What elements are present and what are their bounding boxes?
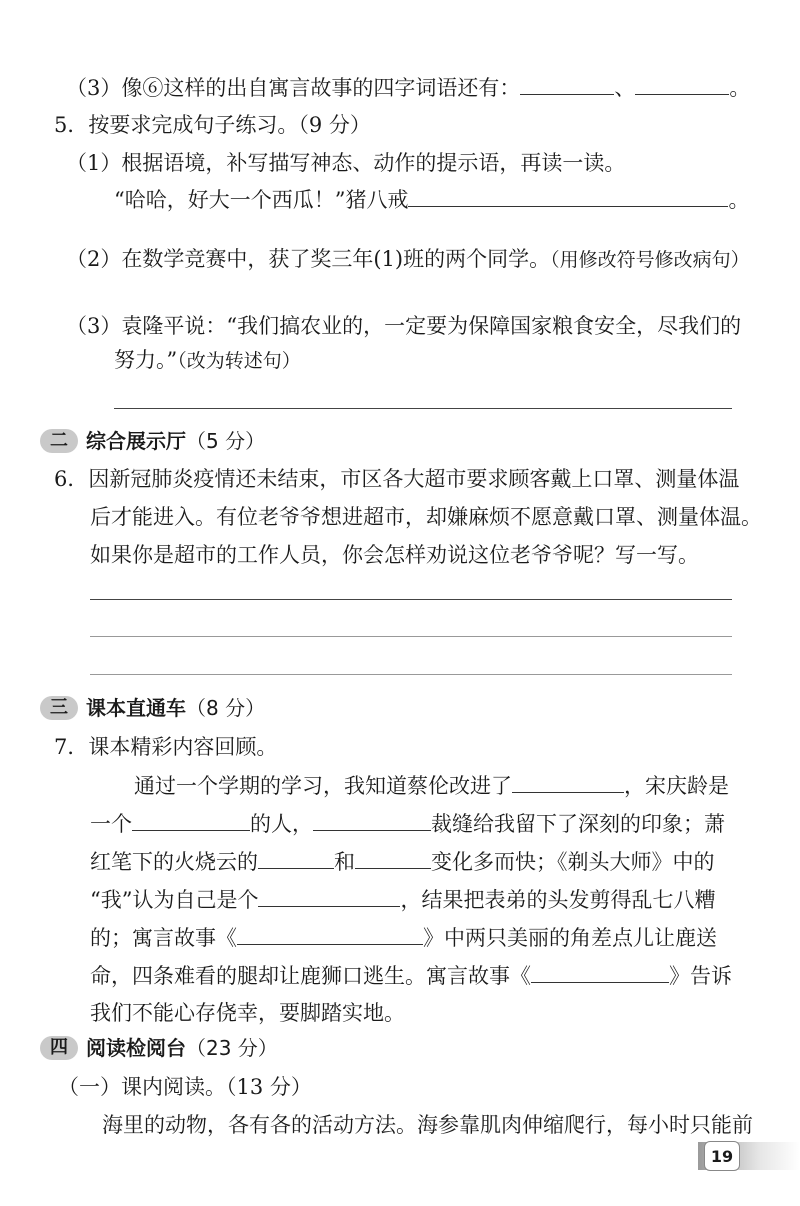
reading-passage: 海里的动物，各有各的活动方法。海参靠肌肉伸缩爬行，每小时只能前 bbox=[102, 1113, 753, 1137]
answer-line[interactable] bbox=[90, 636, 732, 637]
q7-line-7: 我们不能心存侥幸，要脚踏实地。 bbox=[90, 1001, 405, 1025]
q5-1-text: （1）根据语境，补写描写神态、动作的提示语，再读一读。 bbox=[66, 151, 626, 175]
q5-1-quote: “哈哈，好大一个西瓜！”猪八戒 bbox=[114, 188, 409, 212]
q7-line-2: 一个 的人， 裁缝给我留下了深刻的印象；萧 bbox=[90, 808, 725, 839]
q7-line-4: “我”认为自己是个 ，结果把表弟的头发剪得乱七八糟 bbox=[90, 884, 715, 915]
q6-line-3: 如果你是超市的工作人员，你会怎样劝说这位老爷爷呢？写一写。 bbox=[90, 543, 699, 567]
q5-2-text: （2）在数学竞赛中，获了奖三年(1)班的两个同学。 bbox=[66, 247, 551, 271]
q7-line-6: 命，四条难看的腿却让鹿狮口逃生。寓言故事《 》告诉 bbox=[90, 960, 732, 991]
reading-subsection: （一）课内阅读。（13 分） bbox=[58, 1075, 312, 1099]
section-badge: 二 bbox=[40, 429, 78, 453]
section-score: （23 分） bbox=[186, 1036, 278, 1060]
answer-blank[interactable] bbox=[408, 184, 728, 207]
answer-blank[interactable] bbox=[132, 808, 250, 831]
q5-title: 5．按要求完成句子练习。（9 分） bbox=[54, 113, 371, 137]
section-badge: 三 bbox=[40, 696, 78, 720]
q5-3-text: （3）袁隆平说：“我们搞农业的，一定要为保障国家粮食安全，尽我们的 bbox=[66, 314, 742, 338]
period: 。 bbox=[728, 188, 750, 212]
answer-blank[interactable] bbox=[635, 72, 729, 95]
answer-blank[interactable] bbox=[520, 72, 614, 95]
q4-3-line bbox=[66, 72, 750, 103]
q7-line-1: 通过一个学期的学习，我知道蔡伦改进了 ，宋庆龄是 bbox=[134, 770, 729, 801]
q5-3-text2: 努力。” bbox=[114, 348, 178, 372]
answer-blank[interactable] bbox=[512, 770, 624, 793]
answer-blank[interactable] bbox=[258, 846, 334, 869]
q5-3-line2 bbox=[114, 345, 301, 376]
answer-line[interactable] bbox=[90, 674, 732, 675]
answer-blank[interactable] bbox=[531, 960, 669, 983]
q5-2-note: （用修改符号修改病句） bbox=[550, 249, 750, 271]
period: 。 bbox=[729, 76, 751, 100]
answer-blank[interactable] bbox=[258, 884, 400, 907]
q5-3-note: （改为转述句） bbox=[177, 350, 301, 372]
section-header-4 bbox=[40, 1034, 278, 1062]
q5-2-line bbox=[66, 244, 750, 275]
section-header-3 bbox=[40, 694, 265, 722]
q7-line-5: 的；寓言故事《 》中两只美丽的角差点儿让鹿送 bbox=[90, 922, 717, 953]
answer-line[interactable] bbox=[90, 599, 732, 600]
answer-line[interactable] bbox=[114, 408, 732, 409]
section-header-2 bbox=[40, 427, 265, 455]
section-badge: 四 bbox=[40, 1036, 78, 1060]
q6-line-1: 6．因新冠肺炎疫情还未结束，市区各大超市要求顾客戴上口罩、测量体温 bbox=[54, 467, 740, 491]
answer-blank[interactable] bbox=[355, 846, 431, 869]
section-title: 课本直通车 bbox=[86, 696, 186, 720]
section-score: （8 分） bbox=[186, 696, 266, 720]
section-score: （5 分） bbox=[186, 429, 266, 453]
answer-blank[interactable] bbox=[313, 808, 431, 831]
answer-blank[interactable] bbox=[237, 922, 423, 945]
q7-title: 7．课本精彩内容回顾。 bbox=[54, 735, 278, 759]
page-number: 19 bbox=[704, 1141, 740, 1171]
q5-1-quote-line bbox=[114, 184, 749, 215]
q7-line-3: 红笔下的火烧云的 和 变化多而快；《剃头大师》中的 bbox=[90, 846, 715, 877]
q6-line-2: 后才能进入。有位老爷爷想进超市，却嫌麻烦不愿意戴口罩、测量体温。 bbox=[90, 505, 762, 529]
q4-3-text: （3）像⑥这样的出自寓言故事的四字词语还有： bbox=[66, 76, 521, 100]
separator: 、 bbox=[614, 76, 636, 100]
section-title: 阅读检阅台 bbox=[86, 1036, 186, 1060]
section-title: 综合展示厅 bbox=[86, 429, 186, 453]
